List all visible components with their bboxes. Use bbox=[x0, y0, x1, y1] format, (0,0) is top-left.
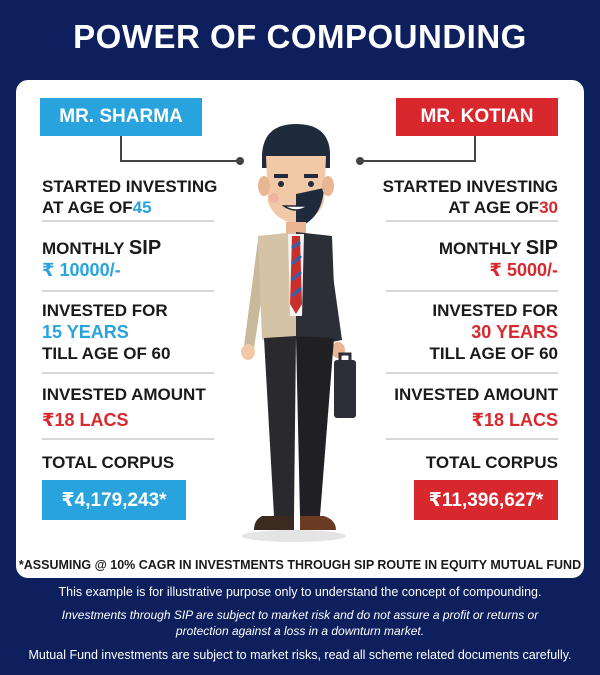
started-age-value: 45 bbox=[132, 198, 152, 217]
invested-amount-block bbox=[338, 384, 558, 431]
mutual-fund-disclaimer: Mutual Fund investments are subject to market risks, read all scheme related documents carefully. bbox=[28, 648, 572, 662]
separator bbox=[42, 438, 214, 440]
invested-amount-value: ₹18 LACS bbox=[471, 410, 558, 430]
invested-years-value: 30 YEARS bbox=[471, 322, 558, 342]
monthly-sip-block bbox=[338, 238, 558, 281]
separator bbox=[42, 220, 214, 222]
ear-right bbox=[322, 176, 334, 196]
till-age-label: TILL AGE OF 60 bbox=[42, 344, 171, 363]
invested-amount-label: INVESTED AMOUNT bbox=[394, 385, 558, 404]
started-investing-label: STARTED INVESTING bbox=[382, 177, 558, 196]
shoe-left bbox=[254, 516, 294, 530]
started-investing-block bbox=[338, 176, 558, 218]
briefcase-icon bbox=[334, 360, 356, 418]
total-corpus-label: TOTAL CORPUS bbox=[42, 453, 175, 472]
invested-for-label: INVESTED FOR bbox=[432, 301, 558, 320]
monthly-sip-label: MONTHLY SIP bbox=[438, 237, 558, 259]
total-corpus-value: ₹11,396,627* bbox=[414, 480, 558, 520]
age-label: AT AGE OF bbox=[42, 198, 133, 217]
monthly-sip-value: ₹ 5000/- bbox=[489, 260, 558, 280]
started-investing-label: STARTED INVESTING bbox=[42, 177, 218, 196]
total-corpus-label: TOTAL CORPUS bbox=[425, 453, 558, 472]
monthly-sip-label: MONTHLY SIP bbox=[42, 237, 162, 259]
monthly-sip-value: ₹ 10000/- bbox=[42, 260, 121, 280]
face-left bbox=[266, 156, 296, 224]
age-label: AT AGE OF bbox=[448, 198, 540, 217]
connector-line-left bbox=[120, 136, 240, 162]
cheek bbox=[269, 193, 279, 203]
invested-for-block bbox=[338, 300, 558, 364]
connector-line-right bbox=[360, 136, 476, 162]
brow-left bbox=[274, 174, 288, 178]
investor-name-tag-kotian: MR. KOTIAN bbox=[396, 98, 558, 136]
illustration-disclaimer: This example is for illustrative purpose only to understand the concept of compounding. bbox=[58, 585, 542, 599]
pants-right bbox=[296, 336, 334, 516]
separator bbox=[386, 290, 558, 292]
separator bbox=[386, 372, 558, 374]
shoe-right bbox=[300, 516, 336, 530]
comparison-card bbox=[16, 80, 584, 578]
invested-amount-label: INVESTED AMOUNT bbox=[42, 385, 206, 404]
assumption-footnote: *ASSUMING @ 10% CAGR IN INVESTMENTS THROUGH SIP ROUTE IN EQUITY MUTUAL FUND bbox=[18, 558, 582, 572]
brow-right bbox=[304, 174, 318, 178]
investor-name-tag-sharma: MR. SHARMA bbox=[40, 98, 202, 136]
invested-for-label: INVESTED FOR bbox=[42, 301, 168, 320]
eye-right bbox=[308, 181, 314, 187]
sip-risk-disclaimer: Investments through SIP are subject to market risk and do not assure a profit or returns or protection against a loss in a downturn market. bbox=[61, 608, 539, 638]
ear-left bbox=[258, 176, 270, 196]
total-corpus-block bbox=[338, 452, 558, 473]
briefcase-handle bbox=[340, 354, 350, 362]
started-age-value: 30 bbox=[539, 198, 558, 217]
invested-years-value: 15 YEARS bbox=[42, 322, 129, 342]
businessman-illustration bbox=[224, 116, 364, 546]
hand-left bbox=[241, 344, 255, 360]
invested-amount-value: ₹18 LACS bbox=[42, 410, 129, 430]
age-line bbox=[338, 197, 558, 218]
page-title: POWER OF COMPOUNDING bbox=[73, 18, 527, 55]
separator bbox=[386, 220, 558, 222]
till-age-label: TILL AGE OF 60 bbox=[429, 344, 558, 363]
shadow bbox=[242, 530, 346, 542]
separator bbox=[42, 290, 214, 292]
separator bbox=[386, 438, 558, 440]
separator bbox=[42, 372, 214, 374]
eye-left bbox=[278, 181, 284, 187]
total-corpus-value: ₹4,179,243* bbox=[42, 480, 186, 520]
pants-left bbox=[264, 336, 296, 516]
